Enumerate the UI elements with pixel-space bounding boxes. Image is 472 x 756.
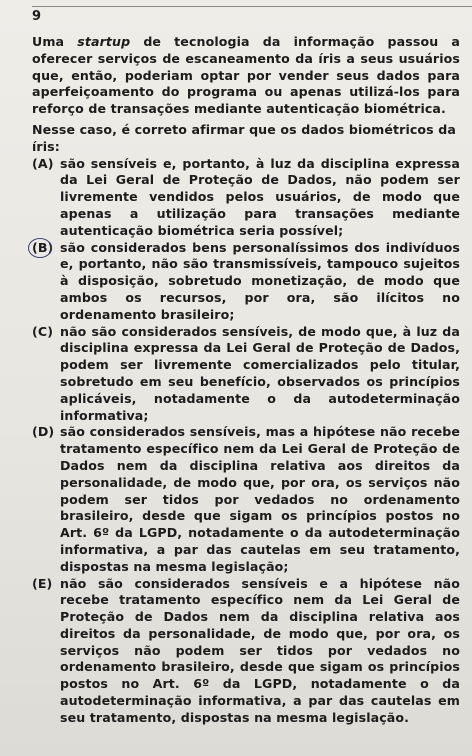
question-content — [32, 34, 460, 727]
question-prompt: Nesse caso, é correto afirmar que os dados biométricos da íris: — [32, 121, 456, 154]
option-b-letter-text: (B) — [32, 239, 54, 255]
stem-post: de tecnologia da informação passou a oferecer serviços de escaneamento da íris a seus usuários que, então, poderiam optar por vender seus dados para aperfeiçoamento do programa ou apenas utilizá-los para reforço de transações mediante autenticação biométrica. — [32, 34, 460, 117]
option-b-letter — [32, 240, 60, 257]
handwritten-circle-mark — [28, 238, 52, 258]
option-d[interactable] — [32, 424, 460, 575]
option-d-letter: (D) — [32, 424, 55, 440]
option-c-text: não são considerados sensíveis, de modo que, à luz da disciplina expressa da Lei Geral de Proteção de Dados, podem ser livremente comercializados pelo titular, sobretudo em seu benefício, observados os princípios aplicáveis, notadamente o da autodeterminação informativa; — [60, 323, 460, 423]
option-b[interactable] — [32, 240, 460, 324]
question-number: 9 — [32, 9, 42, 24]
option-a-text: são sensíveis e, portanto, à luz da disciplina expressa da Lei Geral de Proteção de Dados, não podem ser livremente vendidos pelos usuários, de modo que apenas a utilização para transações mediante autenticação biométrica seria possível; — [60, 155, 460, 238]
option-c-letter: (C) — [32, 323, 54, 339]
option-b-text: são considerados bens personalíssimos dos indivíduos e, portanto, não são transmissíveis, tampouco sujeitos à disposição, sobretudo monetização, de modo que ambos os recursos, por ora, são ilícitos no ordenamento brasileiro; — [60, 239, 460, 322]
option-a[interactable] — [32, 156, 460, 240]
option-e[interactable] — [32, 576, 460, 727]
option-e-letter: (E) — [32, 575, 53, 591]
stem-italic-term: startup — [77, 34, 131, 49]
header-rule — [32, 6, 472, 7]
option-d-text: são considerados sensíveis, mas a hipótese não recebe tratamento específico nem da Lei Geral de Proteção de Dados nem da disciplina relativa aos direitos da personalidade, de modo que, por ora, os serviços não podem ser tidos por vedados no ordenamento brasileiro, desde que sigam os princípios postos no Art. 6º da LGPD, notadamente o da autodeterminação informativa, a par das cautelas em seu tratamento, dispostas na mesma legislação; — [60, 424, 460, 574]
stem-pre: Uma — [32, 34, 78, 49]
question-stem — [32, 34, 460, 118]
option-c[interactable] — [32, 324, 460, 425]
option-a-letter: (A) — [32, 155, 54, 171]
option-e-text: não são considerados sensíveis e a hipótese não recebe tratamento específico nem da Lei Geral de Proteção de Dados nem da disciplina relativa aos direitos da personalidade, de modo que, por ora, os serviços não podem ser tidos por vedados no ordenamento brasileiro, desde que sigam os princípios postos no Art. 6º da LGPD, notadamente o da autodeterminação informativa, a par das cautelas em seu tratamento, dispostas na mesma legislação. — [60, 575, 460, 725]
